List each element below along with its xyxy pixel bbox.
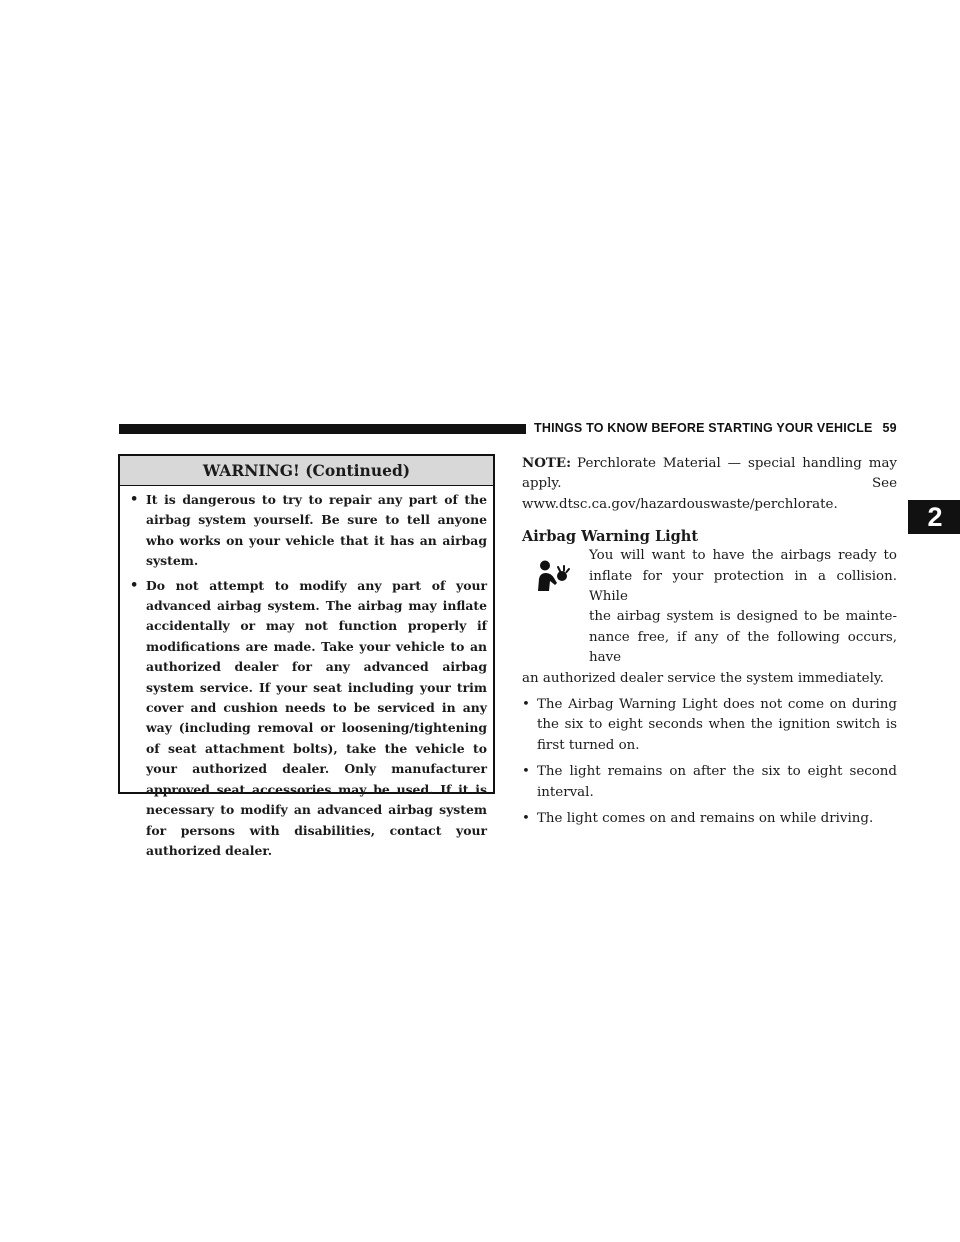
warning-box	[118, 454, 495, 858]
intro-line: inflate for your protection in a collision. While	[589, 568, 897, 605]
warning-item	[130, 576, 487, 862]
list-item-text: The light comes on and remains on while driving.	[537, 811, 874, 827]
warning-item-text: Do not attempt to modify any part of your advanced airbag system. The airbag may inflate accidentally or may not function properly if modifications are made. Take your vehicle to an authorized dealer for any advanced airbag system service. If your seat including your trim cover and cushion needs to be serviced in any way (including removal or loosening/tightening of seat attachment bolts), take the vehicle to your authorized dealer. Only manufacturer approved seat accessories may be used. If it is necessary to modify an advanced airbag system for persons with disabilities, contact your authorized dealer.	[146, 577, 487, 858]
note-text: Perchlorate Material — special handling may apply. See www.dtsc.ca.gov/hazardouswaste/perchlorate.	[522, 456, 897, 512]
bullet: •	[130, 492, 139, 507]
intro-line: an authorized dealer service the system immediately.	[522, 670, 884, 686]
list-item	[522, 809, 897, 829]
bullet: •	[522, 764, 530, 780]
chapter-tab: 2	[908, 500, 960, 534]
intro-line: nance free, if any of the following occurs, have	[589, 629, 897, 666]
list-item	[522, 762, 897, 803]
header-rule	[119, 424, 526, 434]
airbag-bullet-list	[522, 695, 897, 829]
intro-line: You will want to have the airbags ready to	[589, 548, 897, 564]
bullet: •	[522, 811, 530, 827]
airbag-intro	[522, 546, 897, 689]
list-item	[522, 695, 897, 756]
warning-body	[120, 486, 493, 861]
running-header	[534, 421, 897, 435]
warning-item-text: It is dangerous to try to repair any part of the airbag system yourself. Be sure to tell anyone who works on your vehicle that it has an airbag system.	[146, 492, 487, 569]
section-title: THINGS TO KNOW BEFORE STARTING YOUR VEHICLE	[534, 421, 873, 435]
warning-item	[130, 490, 487, 572]
airbag-warning-icon	[536, 560, 572, 592]
intro-line: the airbag system is designed to be mainte-	[589, 609, 897, 625]
note-paragraph	[522, 453, 897, 515]
list-item-text: The light remains on after the six to eight second interval.	[537, 764, 897, 800]
warning-title: WARNING! (Continued)	[120, 456, 493, 486]
list-item-text: The Airbag Warning Light does not come on during the six to eight seconds when the ignition switch is first turned on.	[537, 697, 897, 753]
section-heading: Airbag Warning Light	[522, 528, 699, 546]
bullet: •	[522, 697, 530, 713]
right-column	[522, 453, 897, 836]
note-label: NOTE:	[522, 455, 572, 471]
bullet: •	[130, 577, 139, 593]
page-number: 59	[882, 421, 897, 435]
